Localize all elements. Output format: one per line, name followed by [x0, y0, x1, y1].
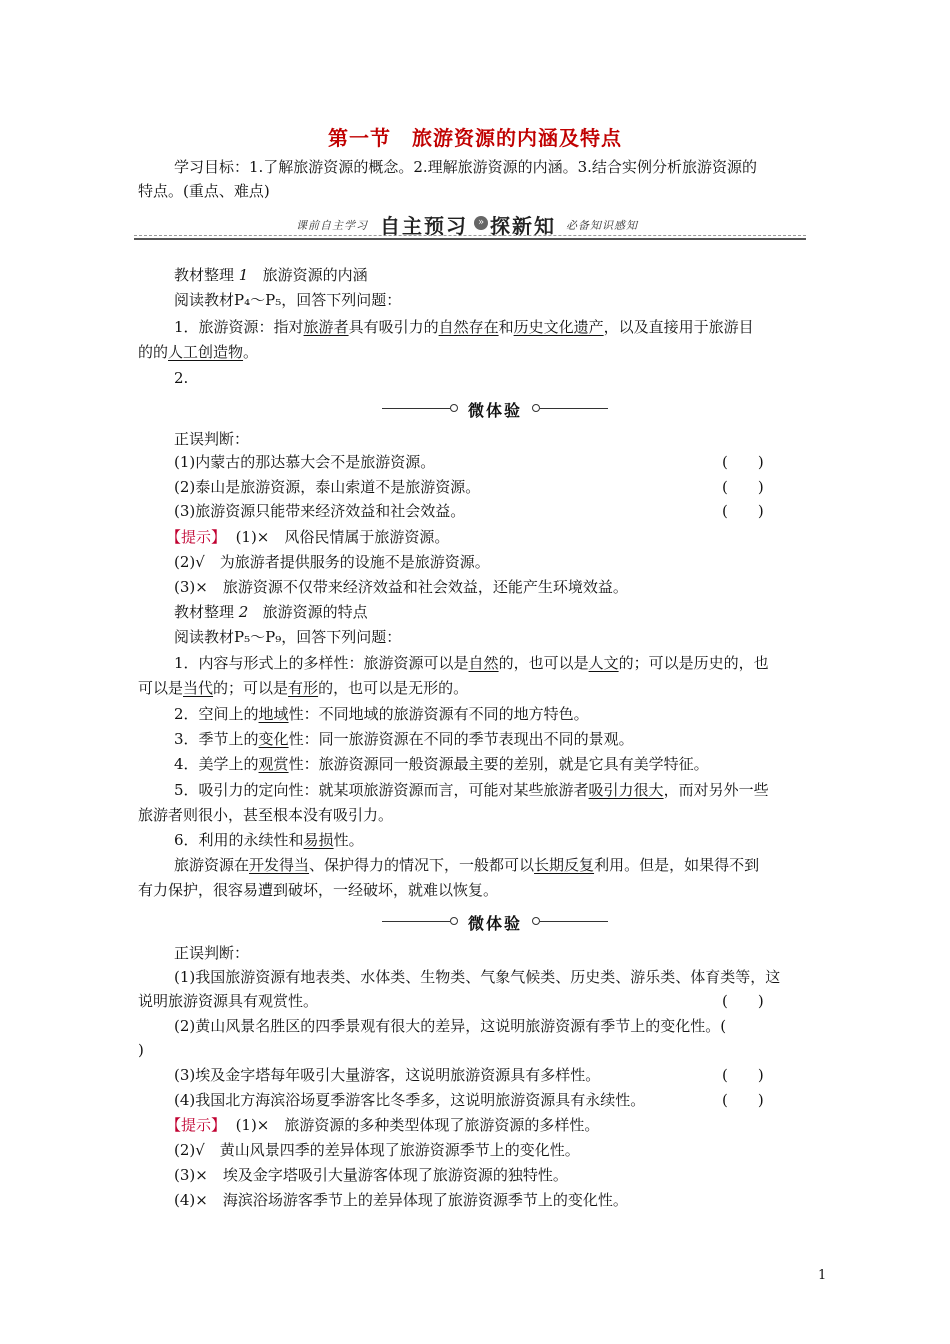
text-run: 的，也可以是 [498, 654, 589, 672]
quiz1-answer-3: (3)× 旅游资源不仅带来经济效益和社会效益，还能产生环境效益。 [174, 578, 628, 596]
text-run: 4．美学上的 [174, 755, 259, 773]
section1-heading-title: 旅游资源的内涵 [262, 266, 368, 284]
question-text: (1)内蒙古的那达慕大会不是旅游资源。 [174, 453, 436, 471]
section2-heading-title: 旅游资源的特点 [262, 603, 368, 621]
section-banner [134, 214, 806, 242]
answer-blank: ( ) [722, 992, 764, 1010]
answer-underlined: 地域 [258, 705, 289, 723]
text-run: ，以及直接用于旅游目 [603, 318, 754, 336]
answer-text: (1)× 旅游资源的多种类型体现了旅游资源的多样性。 [235, 1116, 600, 1134]
answer-underlined: 人工创造物 [168, 343, 244, 361]
answer-underlined: 当代 [183, 679, 214, 697]
answer-underlined: 自然存在 [438, 318, 499, 336]
text-run: 性。 [333, 831, 364, 849]
quiz2-answer-3: (3)× 埃及金字塔吸引大量游客体现了旅游资源的独特性。 [174, 1166, 568, 1184]
answer-blank: ( ) [722, 502, 764, 520]
section2-item6 [0, 829, 950, 851]
answer-underlined: 旅游者 [303, 318, 349, 336]
quiz1-answer-2: (2)√ 为旅游者提供服务的设施不是旅游资源。 [174, 553, 490, 571]
question-text: (3)旅游资源只能带来经济效益和社会效益。 [174, 502, 466, 520]
separator-circle-left [450, 917, 458, 925]
quiz2-question-2-line1: (2)黄山风景名胜区的四季景观有很大的差异，这说明旅游资源有季节上的变化性。( [174, 1017, 727, 1035]
text-run: 6．利用的永续性和 [174, 831, 304, 849]
banner-left-text: 课前自主学习 [296, 219, 368, 232]
answer-underlined: 长期反复 [534, 856, 595, 874]
experience-separator-2 [382, 911, 608, 933]
answer-underlined: 观赏 [258, 755, 289, 773]
answer-underlined: 吸引力很大 [588, 781, 664, 799]
answer-blank: ( ) [722, 1066, 764, 1084]
text-run: 2．空间上的 [174, 705, 259, 723]
section2-heading [0, 601, 950, 623]
quiz2-intro: 正误判断： [174, 944, 250, 962]
section2-paragraph-line1 [0, 854, 950, 876]
section2-item1-line1 [0, 652, 950, 674]
quiz2-question-1-line2 [0, 990, 950, 1012]
quiz1-intro: 正误判断： [174, 430, 250, 448]
text-run: 的，也可以是无形的。 [318, 679, 469, 697]
answer-underlined: 自然 [468, 654, 499, 672]
text-run: 1．旅游资源：指对 [174, 318, 304, 336]
text-run: 旅游资源在 [174, 856, 250, 874]
text-run: ，而对另外一些 [663, 781, 769, 799]
text-run: 具有吸引力的 [348, 318, 439, 336]
text-run: 的；可以是历史的，也 [618, 654, 769, 672]
answer-blank: ( ) [722, 453, 764, 471]
quiz2-question-3 [0, 1064, 950, 1086]
question-text: (4)我国北方海滨浴场夏季游客比冬季多，这说明旅游资源具有永续性。 [174, 1091, 646, 1109]
section1-instruction: 阅读教材P₄～P₅，回答下列问题： [174, 291, 402, 309]
answer-blank: ( ) [722, 478, 764, 496]
section2-item5-line2: 旅游者则很小，甚至根本没有吸引力。 [138, 806, 394, 824]
separator-line-right [540, 921, 608, 922]
answer-underlined: 人文 [588, 654, 619, 672]
separator-line-right [540, 408, 608, 409]
section1-heading [0, 264, 950, 286]
text-run: 、保护得力的情况下，一般都可以 [309, 856, 535, 874]
section2-item2 [0, 703, 950, 725]
text-run: 1．内容与形式上的多样性：旅游资源可以是 [174, 654, 469, 672]
separator-line-left [382, 921, 450, 922]
section1-heading-prefix: 教材整理 [174, 266, 235, 284]
quiz1-question-2 [0, 476, 950, 498]
quiz2-answer-4: (4)× 海滨浴场游客季节上的差异体现了旅游资源季节上的变化性。 [174, 1191, 628, 1209]
section2-item3 [0, 728, 950, 750]
text-run: 性：旅游资源同一般资源最主要的差别，就是它具有美学特征。 [288, 755, 709, 773]
banner-right-text: 必备知识感知 [566, 219, 638, 232]
hint-label: 【提示】 [166, 1116, 227, 1134]
text-run: 性：不同地域的旅游资源有不同的地方特色。 [288, 705, 589, 723]
separator-circle-right [532, 404, 540, 412]
text-run: 可以是 [138, 679, 184, 697]
experience-label-2: 微体验 [467, 914, 522, 933]
banner-solid-rule [134, 238, 806, 240]
section2-heading-num: 2 [238, 603, 249, 621]
section2-item1-line2 [0, 677, 950, 699]
section2-item4 [0, 753, 950, 775]
separator-circle-left [450, 404, 458, 412]
answer-underlined: 变化 [258, 730, 289, 748]
text-run: 的；可以是 [213, 679, 289, 697]
section2-heading-prefix: 教材整理 [174, 603, 235, 621]
hint-label: 【提示】 [166, 528, 227, 546]
text-run: 的的 [138, 343, 169, 361]
answer-blank: ( ) [722, 1091, 764, 1109]
answer-underlined: 有形 [288, 679, 319, 697]
question-text: (2)泰山是旅游资源，泰山索道不是旅游资源。 [174, 478, 481, 496]
separator-line-left [382, 408, 450, 409]
quiz2-answer-1 [0, 1114, 950, 1136]
banner-main-text-2: 探新知 [490, 214, 556, 238]
text-run: 5．吸引力的定向性：就某项旅游资源而言，可能对某些旅游者 [174, 781, 589, 799]
learning-goals-line-2: 特点。(重点、难点) [138, 182, 270, 200]
section1-item2: 2. [174, 369, 189, 387]
experience-separator-1 [382, 398, 608, 420]
text-run: 利用。但是，如果得不到 [594, 856, 760, 874]
section1-heading-num: 1 [238, 266, 249, 284]
answer-underlined: 历史文化遗产 [513, 318, 604, 336]
quiz1-question-3 [0, 500, 950, 522]
section2-paragraph-line2: 有力保护，很容易遭到破坏，一经破坏，就难以恢复。 [138, 881, 499, 899]
learning-goals-line-1: 学习目标：1.了解旅游资源的概念。2.理解旅游资源的内涵。3.结合实例分析旅游资源的 [174, 158, 757, 176]
text-run: 3．季节上的 [174, 730, 259, 748]
page-title: 第一节 旅游资源的内涵及特点 [328, 126, 622, 150]
quiz2-question-1-line1: (1)我国旅游资源有地表类、水体类、生物类、气象气候类、历史类、游乐类、体育类等，这 [174, 968, 781, 986]
experience-label-1: 微体验 [467, 401, 522, 420]
quiz2-answer-2: (2)√ 黄山风景四季的差异体现了旅游资源季节上的变化性。 [174, 1141, 580, 1159]
question-text: (3)埃及金字塔每年吸引大量游客，这说明旅游资源具有多样性。 [174, 1066, 601, 1084]
answer-underlined: 易损 [303, 831, 334, 849]
section1-item1-line1 [0, 316, 950, 338]
quiz2-question-4 [0, 1089, 950, 1111]
section1-item1-line2 [0, 341, 950, 363]
banner-main-text-1: 自主预习 [380, 214, 468, 238]
answer-text: (1)× 风俗民情属于旅游资源。 [235, 528, 450, 546]
quiz1-answer-1 [0, 526, 950, 548]
banner-arrow-icon: » [474, 216, 488, 230]
quiz2-question-2-line2: ) [138, 1041, 144, 1059]
banner-dashed-rule [134, 235, 806, 236]
question-text: 说明旅游资源具有观赏性。 [138, 992, 319, 1010]
quiz1-question-1 [0, 451, 950, 473]
section2-instruction: 阅读教材P₅～P₉，回答下列问题： [174, 628, 402, 646]
text-run: 和 [498, 318, 514, 336]
answer-underlined: 开发得当 [249, 856, 310, 874]
page-number: 1 [818, 1268, 827, 1283]
text-run: 性：同一旅游资源在不同的季节表现出不同的景观。 [288, 730, 634, 748]
separator-circle-right [532, 917, 540, 925]
text-run: 。 [243, 343, 259, 361]
section2-item5-line1 [0, 779, 950, 801]
